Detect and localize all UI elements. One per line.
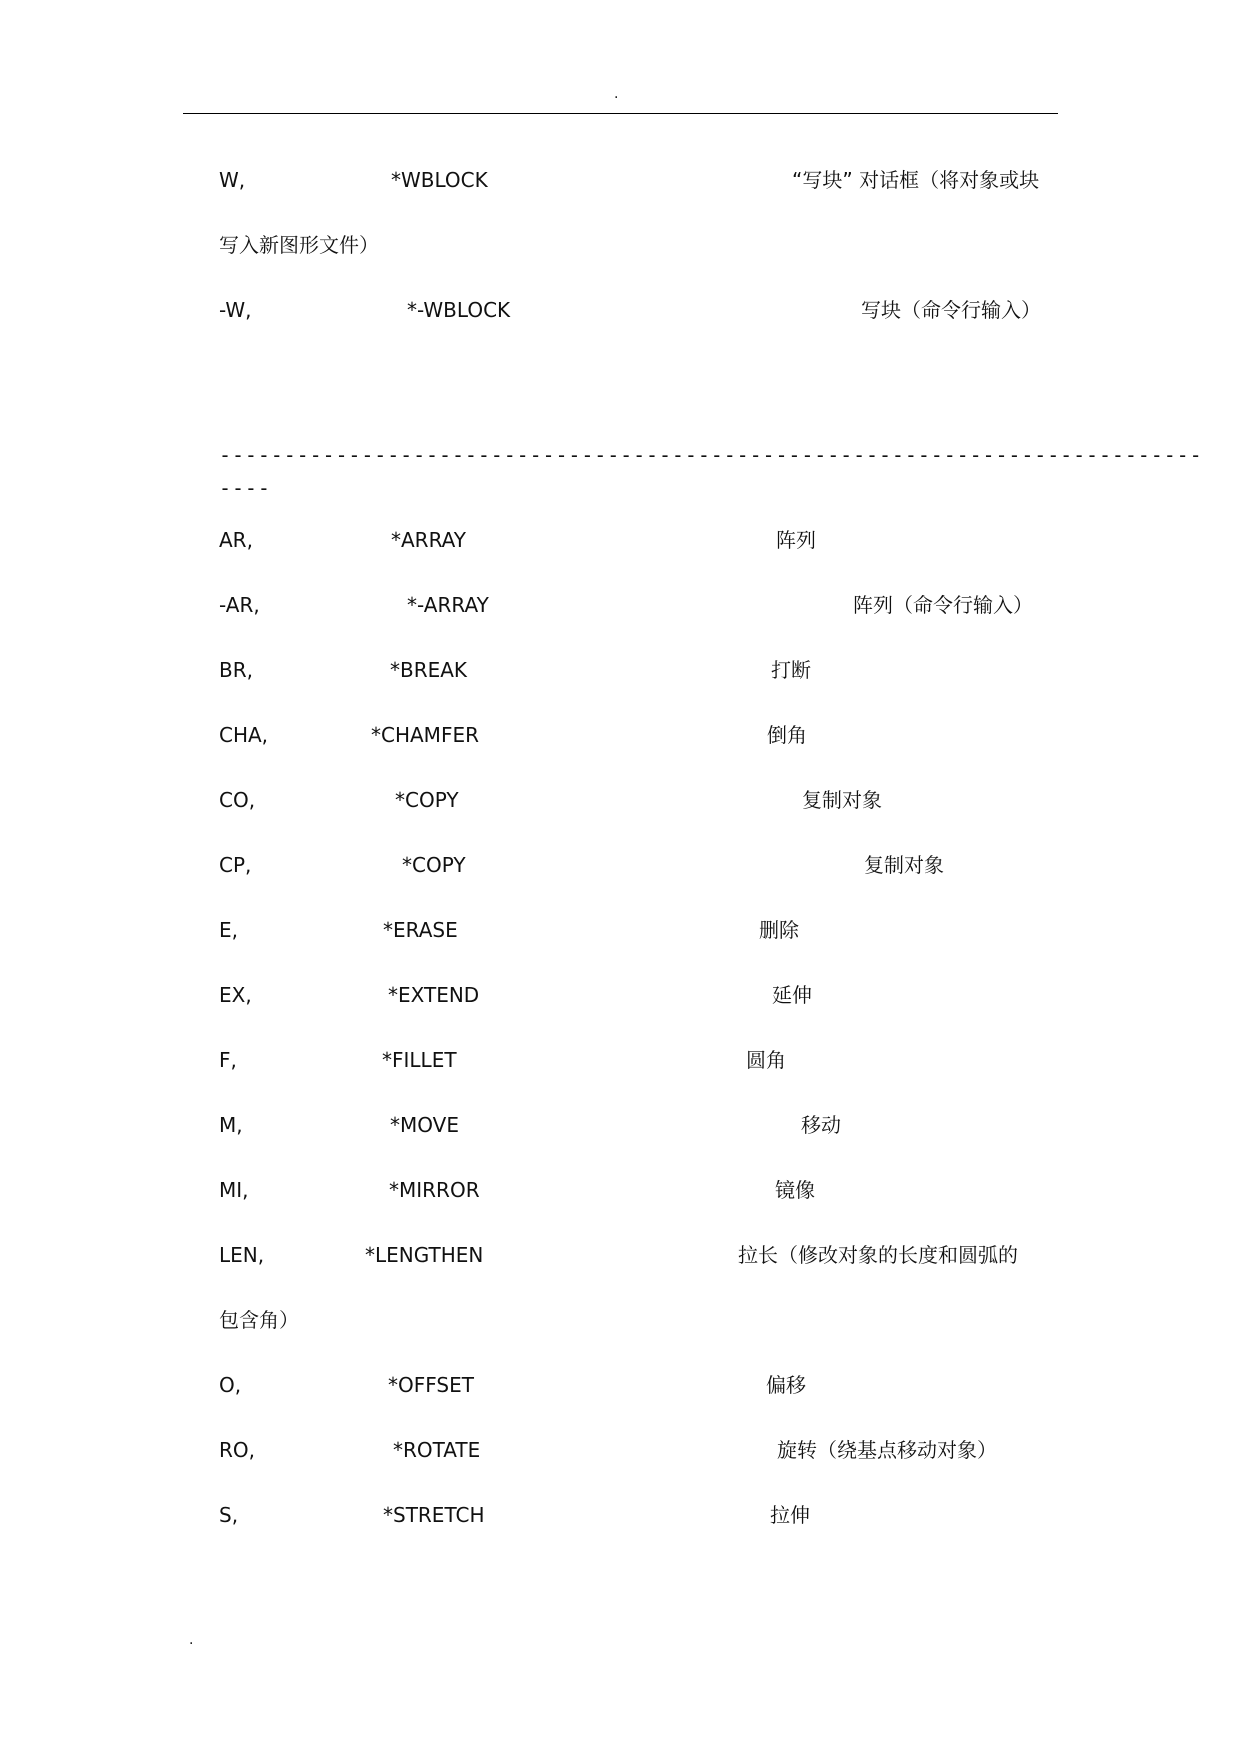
row-command: *OFFSET bbox=[388, 1373, 474, 1397]
row-description: 复制对象 bbox=[802, 788, 882, 812]
row-command: *LENGTHEN bbox=[365, 1243, 484, 1267]
row-description: 旋转（绕基点移动对象） bbox=[777, 1438, 997, 1462]
row-command: *BREAK bbox=[390, 658, 468, 682]
row-abbreviation: S, bbox=[219, 1503, 239, 1527]
row-description: 延伸 bbox=[772, 983, 812, 1007]
row-command: *ARRAY bbox=[391, 528, 467, 552]
row-abbreviation: BR, bbox=[219, 658, 253, 682]
row-command: *ROTATE bbox=[393, 1438, 481, 1462]
row-abbreviation: RO, bbox=[219, 1438, 255, 1462]
row-abbreviation: O, bbox=[219, 1373, 242, 1397]
row-description: 阵列 bbox=[776, 528, 816, 552]
row-description: 复制对象 bbox=[864, 853, 944, 877]
row-command: *MOVE bbox=[390, 1113, 459, 1137]
row-abbreviation: LEN, bbox=[219, 1243, 265, 1267]
row-command: *EXTEND bbox=[388, 983, 480, 1007]
row-command: *CHAMFER bbox=[371, 723, 479, 747]
row-description: 打断 bbox=[771, 658, 811, 682]
row-abbreviation: F, bbox=[219, 1048, 237, 1072]
row-description: 删除 bbox=[759, 918, 799, 942]
row-abbreviation: W, bbox=[219, 168, 246, 192]
row-abbreviation: -AR, bbox=[219, 593, 260, 617]
row-command: *MIRROR bbox=[389, 1178, 480, 1202]
row-abbreviation: MI, bbox=[219, 1178, 249, 1202]
row-command: *-WBLOCK bbox=[407, 298, 511, 322]
row-command: *COPY bbox=[395, 788, 459, 812]
row-description: 偏移 bbox=[766, 1373, 806, 1397]
row-description: 拉伸 bbox=[770, 1503, 810, 1527]
header-mark: . bbox=[614, 86, 619, 102]
row-command: *-ARRAY bbox=[407, 593, 489, 617]
row-abbreviation: EX, bbox=[219, 983, 252, 1007]
row-description: 倒角 bbox=[767, 723, 807, 747]
row-description-continuation: 写入新图形文件） bbox=[219, 233, 379, 257]
row-abbreviation: AR, bbox=[219, 528, 253, 552]
row-abbreviation: CHA, bbox=[219, 723, 269, 747]
row-description: 镜像 bbox=[775, 1178, 815, 1202]
row-abbreviation: M, bbox=[219, 1113, 243, 1137]
row-description: 拉长（修改对象的长度和圆弧的 bbox=[738, 1243, 1018, 1267]
row-abbreviation: E, bbox=[219, 918, 238, 942]
row-description: 写块（命令行输入） bbox=[861, 298, 1041, 322]
row-command: *FILLET bbox=[382, 1048, 457, 1072]
row-abbreviation: CP, bbox=[219, 853, 252, 877]
footer-mark: . bbox=[189, 1632, 194, 1648]
row-description: 移动 bbox=[801, 1113, 841, 1137]
row-abbreviation: CO, bbox=[219, 788, 256, 812]
row-command: *ERASE bbox=[383, 918, 458, 942]
separator-line: ---------------------------------------------------------------------------- bbox=[219, 443, 1203, 467]
separator-line-continuation: ---- bbox=[219, 476, 271, 500]
row-description: 圆角 bbox=[746, 1048, 786, 1072]
row-description: “写块” 对话框（将对象或块 bbox=[792, 168, 1040, 192]
row-description: 阵列（命令行输入） bbox=[853, 593, 1033, 617]
row-description-continuation: 包含角） bbox=[219, 1308, 299, 1332]
row-command: *COPY bbox=[402, 853, 466, 877]
header-rule bbox=[183, 113, 1058, 114]
row-command: *WBLOCK bbox=[391, 168, 488, 192]
row-command: *STRETCH bbox=[383, 1503, 485, 1527]
row-abbreviation: -W, bbox=[219, 298, 252, 322]
